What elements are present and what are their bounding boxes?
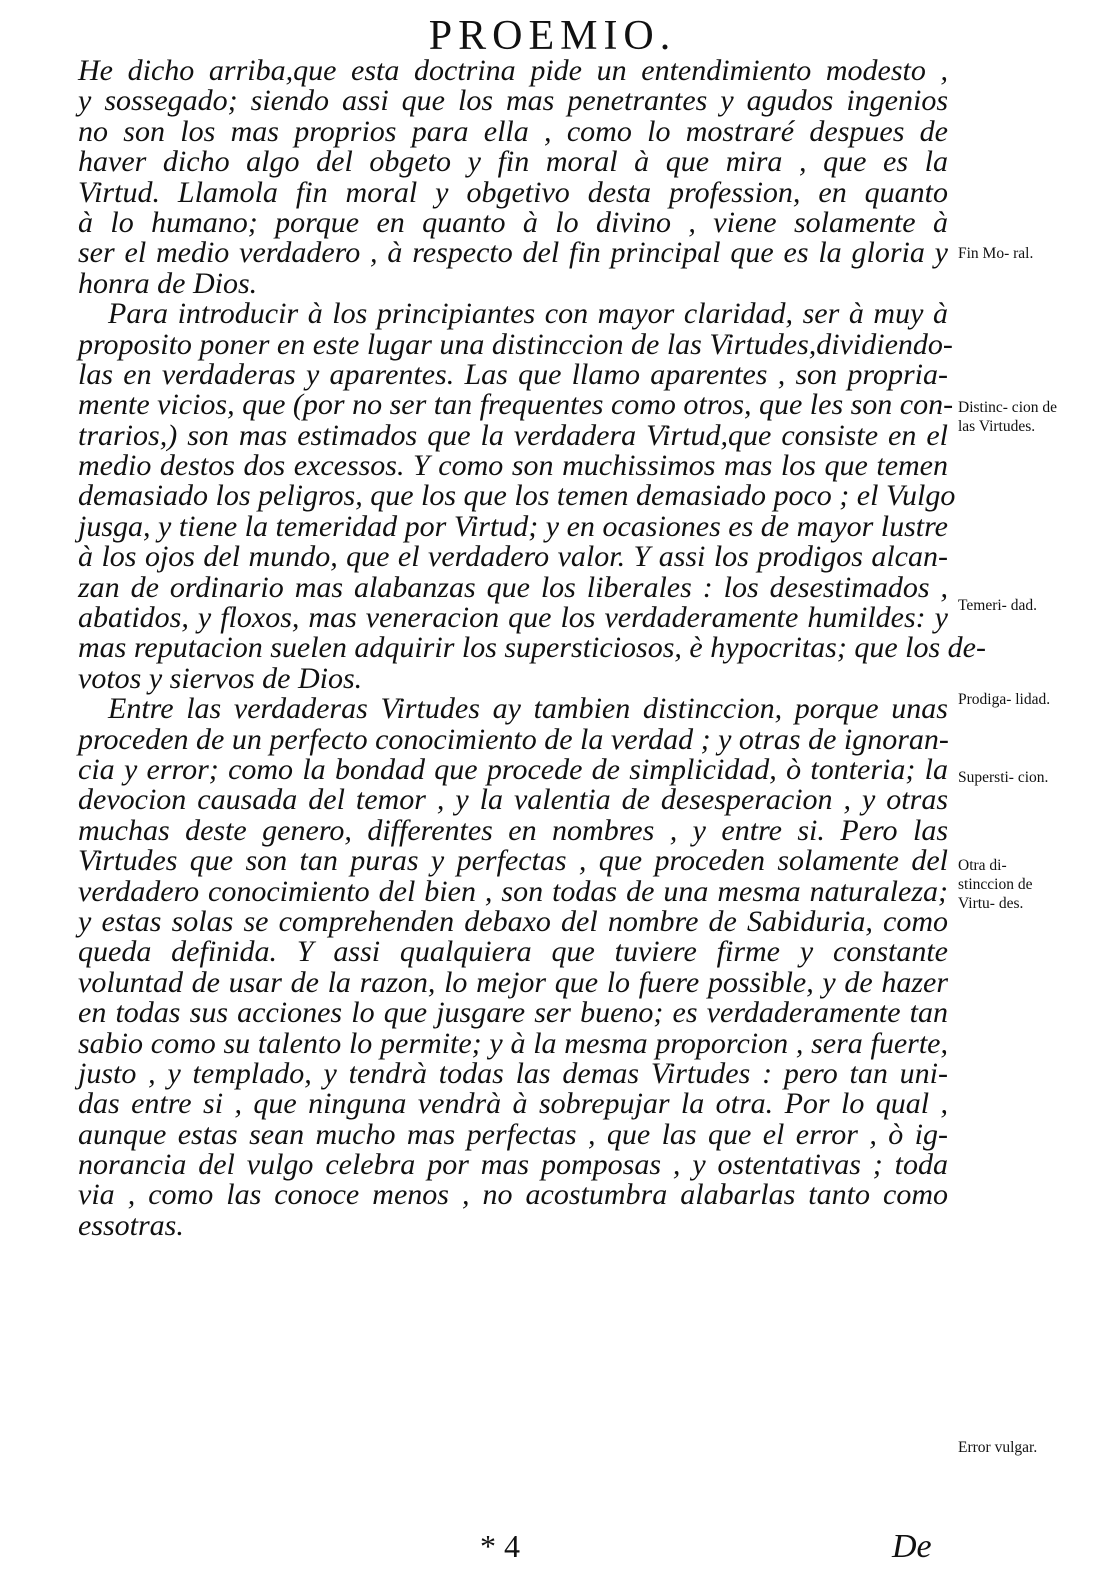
text-line: jusga, y tiene la temeridad por Virtud; y en ocasiones es de mayor lustre xyxy=(78,509,948,543)
text-line: no son los mas proprios para ella , como lo mostraré despues de xyxy=(78,114,948,148)
text-line: proceden de un perfecto conocimiento de la verdad ; y otras de ignoran- xyxy=(78,722,949,756)
text-line: proposito poner en este lugar una distinccion de las Virtudes,dividiendo- xyxy=(78,327,953,361)
text-line: aunque estas sean mucho mas perfectas , que las que el error , ò ig- xyxy=(78,1117,948,1151)
text-line: norancia del vulgo celebra por mas pomposas , y ostentativas ; toda xyxy=(78,1148,948,1182)
text-line: honra de Dios. xyxy=(78,266,258,300)
text-line: justo , y templado, y tendrà todas las demas Virtudes : pero tan uni- xyxy=(78,1056,948,1090)
body-text xyxy=(78,54,986,1242)
text-line: en todas sus acciones lo que jusgare ser bueno; es verdaderamente tan xyxy=(78,996,948,1030)
text-line: à lo humano; porque en quanto à lo divino , viene solamente à xyxy=(78,205,948,239)
text-line: y sossegado; siendo assi que los mas penetrantes y agudos ingenios xyxy=(78,84,948,118)
text-line: las en verdaderas y aparentes. Las que llamo aparentes , son propria- xyxy=(78,357,948,391)
page-header-title: PROEMIO. xyxy=(428,13,677,59)
text-line: haver dicho algo del obgeto y fin moral à que mira , que es la xyxy=(78,145,948,179)
margin-note-distinccion: Distinc- cion de las Virtudes. xyxy=(958,399,1058,435)
text-line: abatidos, y floxos, mas veneracion que los verdaderamente humildes: y xyxy=(78,601,948,635)
margin-note-fin-moral: Fin Mo- ral. xyxy=(958,245,1034,262)
text-line: Para introducir à los principiantes con mayor claridad, ser à muy à xyxy=(108,297,948,331)
text-line: cia y error; como la bondad que procede de simplicidad, ò tonteria; la xyxy=(78,752,948,786)
signature-mark: * 4 xyxy=(480,1528,520,1564)
margin-note-error-vulgar: Error vulgar. xyxy=(958,1439,1038,1456)
text-line: mente vicios, que (por no ser tan frequentes como otros, que les son con- xyxy=(78,388,954,422)
text-line: He dicho arriba,que esta doctrina pide un entendimiento modesto , xyxy=(78,54,948,87)
text-line: verdadero conocimiento del bien , son todas de una mesma naturaleza; xyxy=(78,874,948,908)
text-line: zan de ordinario mas alabanzas que los liberales : los desestimados , xyxy=(78,570,948,604)
text-line: medio destos dos excessos. Y como son muchissimos mas los que temen xyxy=(78,449,948,483)
text-line: sabio como su talento lo permite; y à la mesma proporcion , sera fuerte, xyxy=(78,1026,948,1060)
text-line: mas reputacion suelen adquirir los supersticiosos, è hypocritas; que los de- xyxy=(78,631,986,665)
text-line: Virtud. Llamola fin moral y obgetivo desta profession, en quanto xyxy=(78,175,948,209)
text-line: votos y siervos de Dios. xyxy=(78,661,363,695)
text-line: queda definida. Y assi qualquiera que tuviere firme y constante xyxy=(78,935,948,969)
text-line: trarios,) son mas estimados que la verdadera Virtud,que consiste en el xyxy=(78,418,948,452)
text-line: y estas solas se comprehenden debaxo del nombre de Sabiduria, como xyxy=(78,904,948,938)
text-line: voluntad de usar de la razon, lo mejor que lo fuere possible, y de hazer xyxy=(78,965,948,999)
text-line: essotras. xyxy=(78,1208,184,1242)
text-line: Entre las verdaderas Virtudes ay tambien distinccion, porque unas xyxy=(108,692,948,726)
margin-note-temeridad: Temeri- dad. xyxy=(958,597,1037,614)
catchword: De xyxy=(892,1528,932,1565)
margin-note-prodigalidad: Prodiga- lidad. xyxy=(958,691,1051,708)
text-line: devocion causada del temor , y la valentia de desesperacion , y otras xyxy=(78,783,948,817)
text-line: à los ojos del mundo, que el verdadero valor. Y assi los prodigos alcan- xyxy=(78,540,948,574)
text-line: muchas deste genero, differentes en nombres , y entre si. Pero las xyxy=(78,813,948,847)
text-line: via , como las conoce menos , no acostumbra alabarlas tanto como xyxy=(78,1178,948,1212)
text-line: ser el medio verdadero , à respecto del fin principal que es la gloria y xyxy=(78,236,948,270)
text-line: Virtudes que son tan puras y perfectas , que proceden solamente del xyxy=(78,844,948,878)
margin-note-otra-distinccion: Otra di- stinccion de Virtu- des. xyxy=(958,857,1033,912)
text-line: demasiado los peligros, que los que los temen demasiado poco ; el Vulgo xyxy=(78,479,956,513)
text-line: das entre si , que ninguna vendrà à sobrepujar la otra. Por lo qual , xyxy=(78,1087,948,1121)
margin-note-supersticion: Supersti- cion. xyxy=(958,769,1049,786)
